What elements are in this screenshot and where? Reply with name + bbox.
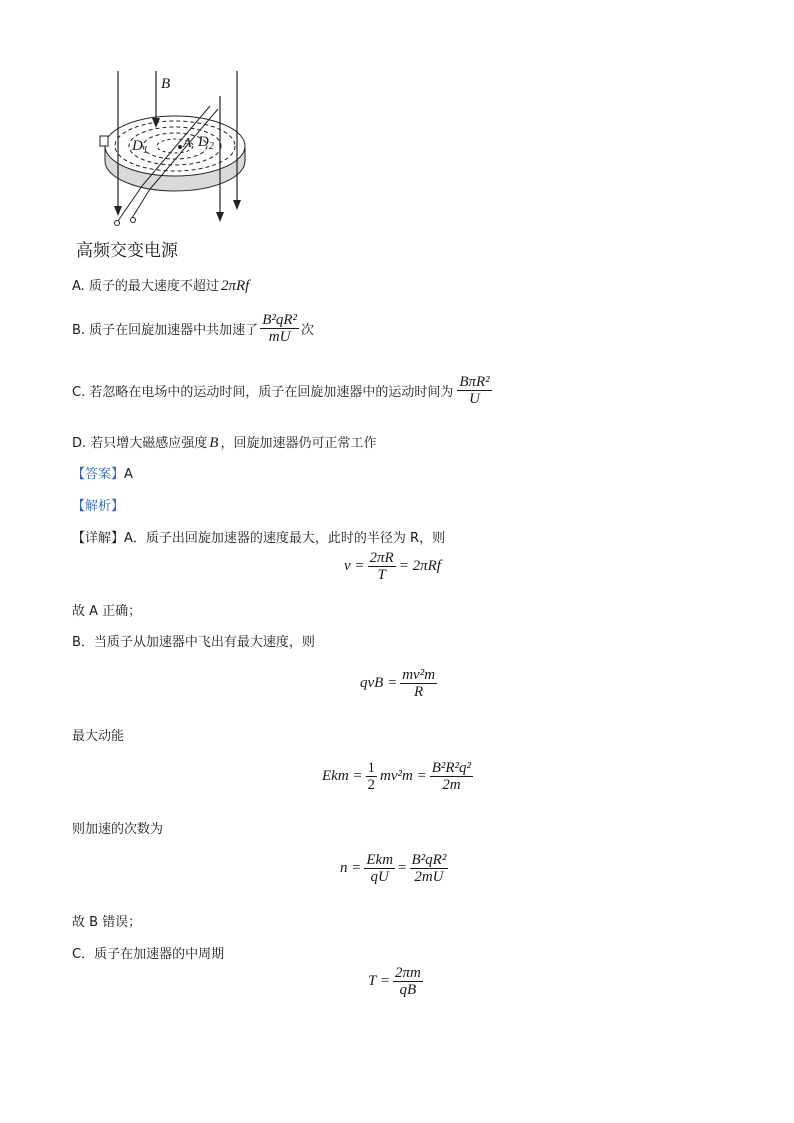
option-a: A. 质子的最大速度不超过 2πRf bbox=[72, 278, 250, 294]
dee-label-d2: $D_2$ bbox=[198, 134, 214, 152]
center-label-a: A bbox=[183, 136, 192, 151]
detail-line-2: 故 A 正确； bbox=[72, 604, 142, 619]
equation-5: T = $\frac{2\pi m}{qB}$ bbox=[368, 965, 421, 998]
option-b: B. 质子在回旋加速器中共加速了 $\frac{\text{B²qR²}}{mU}$ 次 bbox=[72, 312, 315, 345]
detail-line-1: 【详解】A．质子出回旋加速器的速度最大，此时的半径为 R，则 bbox=[72, 531, 446, 546]
equation-4: n = $\frac{\text{Ekm}}{qU}$ = $\frac{\text{B²qR²}}{2mU}$ bbox=[340, 852, 447, 885]
analysis-tag: 【解析】 bbox=[72, 499, 125, 514]
answer-value: A bbox=[124, 467, 133, 482]
answer-tag: 【答案】 bbox=[72, 467, 125, 482]
figure-caption: 高频交变电源 bbox=[76, 241, 178, 261]
option-c-fraction: $\frac{\text{BπR²}}{U}$ bbox=[459, 374, 490, 407]
equation-3: Ekm = $\frac{1}{2}$ mv²m = $\frac{\text{B²R²q²}}{2m}$ bbox=[322, 760, 472, 793]
option-b-fraction: $\frac{\text{B²qR²}}{mU}$ bbox=[262, 312, 298, 345]
dee-label-d1: $D_1$ bbox=[132, 138, 148, 156]
equation-2: qvB = $\frac{\text{mv²m}}{R}$ bbox=[360, 667, 436, 700]
detail-line-5: 则加速的次数为 bbox=[72, 822, 164, 837]
option-c: C. 若忽略在电场中的运动时间，质子在回旋加速器中的运动时间为 $\frac{\text{BπR²}}{U}$ bbox=[72, 374, 490, 407]
option-d: D. 若只增大磁感应强度 B ，回旋加速器仍可正常工作 bbox=[72, 435, 377, 451]
cyclotron-diagram bbox=[90, 66, 260, 231]
answer-line bbox=[72, 463, 133, 482]
detail-line-6: 故 B 错误； bbox=[72, 915, 142, 930]
detail-line-3: B．当质子从加速器中飞出有最大速度，则 bbox=[72, 635, 315, 650]
detail-line-4: 最大动能 bbox=[72, 729, 125, 744]
field-label-b: B bbox=[161, 76, 171, 92]
equation-1: v = $\frac{2\pi R}{T}$ = 2πRf bbox=[344, 550, 441, 583]
detail-line-7: C．质子在加速器的中周期 bbox=[72, 947, 225, 962]
cyclotron-figure bbox=[90, 66, 260, 231]
